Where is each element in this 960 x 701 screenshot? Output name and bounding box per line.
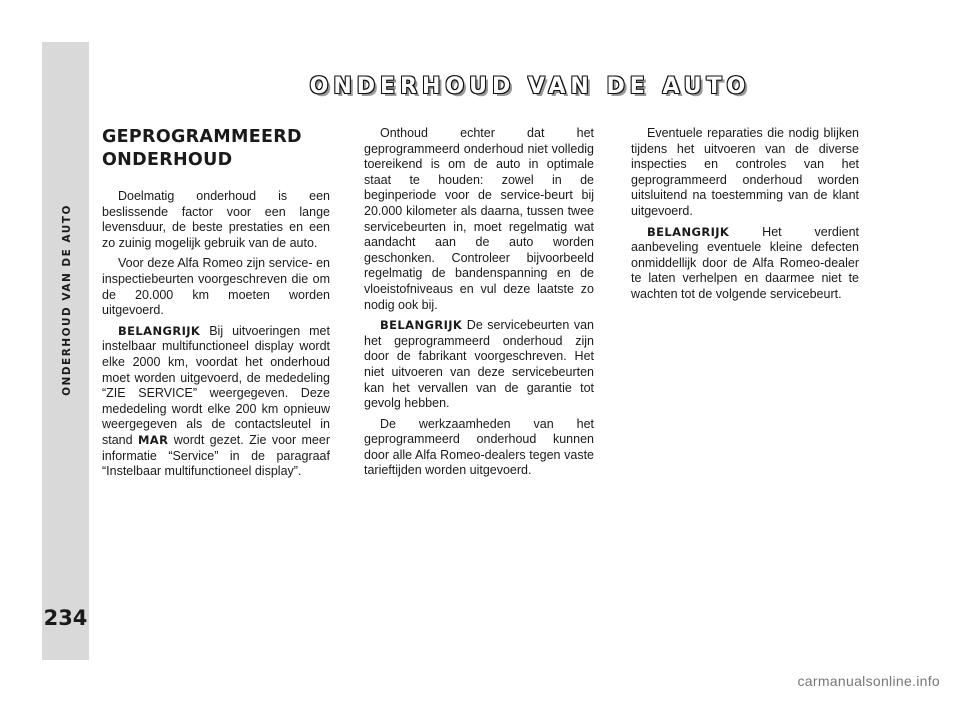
paragraph-important <box>364 318 594 412</box>
mar-label: MAR <box>137 432 169 447</box>
section-heading <box>102 126 330 172</box>
paragraph: De werkzaamheden van het geprogrammeerd onderhoud kunnen door alle Alfa Romeo-dealers tegen vaste tarieftijden worden uitgevoerd. <box>364 416 594 478</box>
important-label: BELANGRIJK <box>380 318 463 333</box>
section-heading-line2: ONDERHOUD <box>102 150 233 170</box>
page-title: ONDERHOUD VAN DE AUTO <box>309 74 751 99</box>
paragraph: Onthoud echter dat het geprogrammeerd onderhoud niet volledig toereikend is om de auto in optimale staat te houden: zowel in de beginperiode voor de service-beurt bij 20.000 kilometer als daarna, tussen twee servicebeurten in, moet regelmatig wat aandacht aan de auto worden geschonken. Controleer bijvoorbeeld regelmatig de bandenspanning en de vloeistofniveaus en vul deze laatste zo nodig ook bij. <box>364 126 594 312</box>
watermark: carmanualsonline.info <box>797 673 940 689</box>
page-number: 234 <box>43 606 88 630</box>
important-label: BELANGRIJK <box>647 224 730 239</box>
paragraph-important <box>631 225 859 303</box>
important-label: BELANGRIJK <box>118 323 201 338</box>
paragraph: Doelmatig onderhoud is een beslissende factor voor een lange levensduur, de beste prestaties en een zo zuinig mogelijk gebruik van de auto. <box>102 189 330 250</box>
paragraph-text: wordt gezet. Zie voor meer informatie “Service” in de paragraaf “Instelbaar multifunctioneel display”. <box>102 432 330 479</box>
paragraph-text: Bij uitvoeringen met instelbaar multifunctioneel display wordt elke 2000 km, voordat het onderhoud moet worden uitgevoerd, de mededeling “ZIE SERVICE” weergegeven. Deze mededeling wordt elke 200 km opnieuw weergegeven als de contactsleutel in stand <box>102 323 330 447</box>
section-heading-line1: GEPROGRAMMEERD <box>102 127 302 147</box>
paragraph-text: Het verdient aanbeveling eventuele kleine defecten onmiddellijk door de Alfa Romeo-dealer te laten verhelpen en daarmee niet te wachten tot de volgende servicebeurt. <box>631 224 859 301</box>
sidebar-section-label <box>55 204 79 396</box>
sidebar-label-text: ONDERHOUD VAN DE AUTO <box>61 204 73 396</box>
paragraph-important <box>102 324 330 480</box>
paragraph: Eventuele reparaties die nodig blijken tijdens het uitvoeren van de diverse inspecties en controles van het geprogrammeerd onderhoud worden uitsluitend na toestemming van de klant uitgevoerd. <box>631 126 859 218</box>
paragraph-text: De servicebeurten van het geprogrammeerd onderhoud zijn door de fabrikant voorgeschreven. Het niet uitvoeren van deze servicebeurten kan het vervallen van de garantie tot gevolg hebben. <box>364 318 594 411</box>
column-2 <box>364 126 594 484</box>
column-3 <box>631 126 859 308</box>
column-1 <box>102 126 330 485</box>
paragraph: Voor deze Alfa Romeo zijn service- en inspectiebeurten voorgeschreven die om de 20.000 km moeten worden uitgevoerd. <box>102 256 330 318</box>
